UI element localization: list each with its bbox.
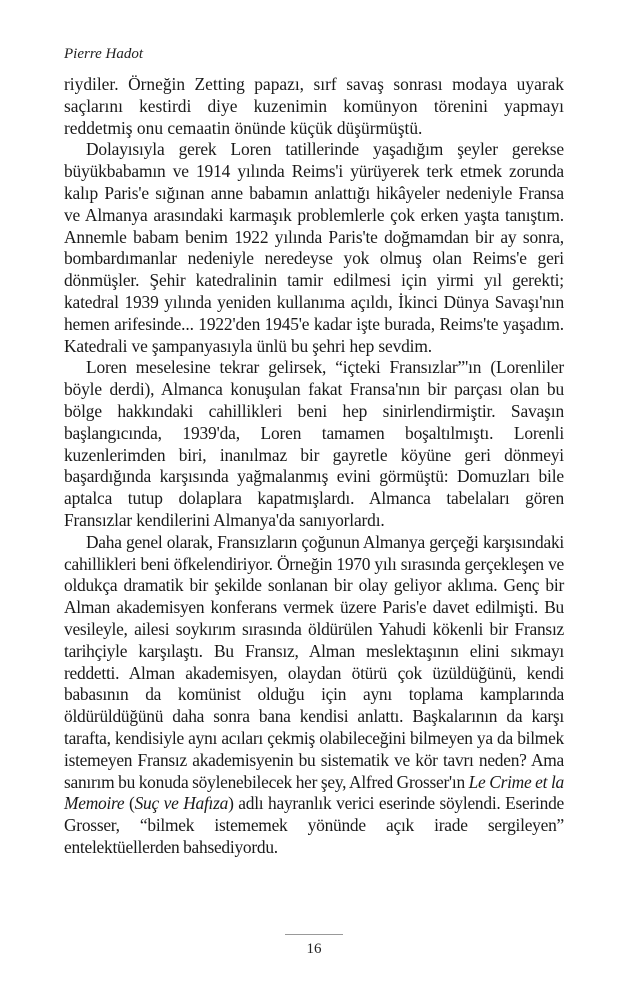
- paragraph: Daha genel olarak, Fransızların çoğunun Almanya gerçeği karşısındaki cahillikleri beni öfkelendiriyor. Örneğin 1970 yılı sırasında gerçekleşen ve oldukça dramatik bir şekilde sonlanan bir olay geliyor aklıma. Genç bir Alman akademisyen konferans vermek üzere Paris'e davet edilmişti. Bu vesileyle, ailesi soykırım sırasında öldürülen Yahudi kökenli bir Fransız tarihçiyle karşılaştı. Bu Fransız, Alman meslektaşının elini sıkmayı reddetti. Alman akademisyen, olaydan ötürü çok üzüldüğünü, kendi babasının da komünist olduğu için aynı toplama kamplarında öldürüldüğünü daha sonra bana kendisi anlattı. Başkalarının da karşı tarafta, kendisiyle aynı acıları çekmiş olabileceğini bilmeyen ya da bilmek istemeyen Fransız akademisyenin bu sistematik ve kör tavrı neden? Ama sanırım bu konuda söylenebilecek her şey, Alfred Grosser'ın Le Crime et la Memoire (Suç ve Hafıza) adlı hayranlık verici eserinde söylendi. Eserinde Grosser, “bilmek istememek yönünde açık irade sergileyen” entelektüellerden bahsediyordu.: [64, 531, 564, 857]
- footer-rule: [285, 934, 343, 935]
- paragraph: Loren meselesine tekrar gelirsek, “içteki Fransızlar”'ın (Lorenliler böyle derdi), Almanca konuşulan fakat Fransa'nın bir parçası olan bu bölge hakkındaki cahillikleri beni hep sinirlendirmiştir. Savaşın başlangıcında, 1939'da, Loren tamamen boşaltılmıştı. Lorenli kuzenlerimden biri, inanılmaz bir gayretle köyüne geri dönmeyi başardığında karşısında yağmalanmış evini görmüştü: Domuzları bile aptalca tutup dolaplara kapatmışlardı. Almanca tabelaları gören Fransızlar kendilerini Almanya'da sanıyorlardı.: [64, 357, 564, 530]
- paragraph: Dolayısıyla gerek Loren tatillerinde yaşadığım şeyler gerekse büyükbabamın ve 1914 yılında Reims'i yürüyerek terk etmek zorunda kalıp Paris'e sığınan anne babamın anlattığı hikâyeler nedeniyle Fransa ve Almanya arasındaki karmaşık problemlerle çok erken yaşta tanıştım. Annemle babam benim 1922 yılında Paris'te doğmamdan bir ay sonra, bombardımanlar nedeniyle neredeyse yok olmuş olan Reims'e geri dönmüşler. Şehir katedralinin tamir edilmesi için yirmi yıl gerekti; katedral 1939 yılında yeniden kullanıma açıldı, İkinci Dünya Savaşı'nın hemen arifesinde... 1922'den 1945'e kadar işte burada, Reims'te yaşadım. Katedrali ve şampanyasıyla ünlü bu şehri hep sevdim.: [64, 139, 564, 356]
- running-head: Pierre Hadot: [64, 46, 144, 62]
- book-title-french: Le Crime et la Memoire: [64, 771, 564, 814]
- book-title-turkish: Suç ve Hafıza: [134, 793, 229, 814]
- paragraph: riydiler. Örneğin Zetting papazı, sırf savaş sonrası modaya uyarak saçlarını kestirdi diye kuzenimin komünyon törenini yapmayı reddetmiş onu cemaatin önünde küçük düşürmüştü.: [64, 74, 564, 138]
- paragraph-text: Daha genel olarak, Fransızların çoğunun Almanya gerçeği karşısındaki cahillikleri beni öfkelendiriyor. Örneğin 1970 yılı sırasında gerçekleşen ve oldukça dramatik bir şekilde sonlanan bir olay geliyor aklıma. Genç bir Alman akademisyen konferans vermek üzere Paris'e davet edilmişti. Bu vesileyle, ailesi soykırım sırasında öldürülen Yahudi kökenli bir Fransız tarihçiyle karşılaştı. Bu Fransız, Alman meslektaşının elini sıkmayı reddetti. Alman akademisyen, olaydan ötürü çok üzüldüğünü, kendi babasının da komünist olduğu için aynı toplama kamplarında öldürüldüğünü daha sonra bana kendisi anlattı. Başkalarının da karşı tarafta, kendisiyle aynı acıları çekmiş olabileceğini bilmeyen ya da bilmek istemeyen Fransız akademisyenin bu sistematik ve kör tavrı neden? Ama sanırım bu konuda söylenebilecek her şey, Alfred Grosser'ın: [64, 531, 564, 792]
- paragraph-text: adlı hayranlık verici eserinde söylendi. Eserinde Grosser, “bilmek istememek yönünde açık irade sergileyen” entelektüellerden bahsediyordu.: [64, 793, 564, 857]
- body-text: [64, 74, 564, 859]
- page-number: 16: [306, 941, 322, 957]
